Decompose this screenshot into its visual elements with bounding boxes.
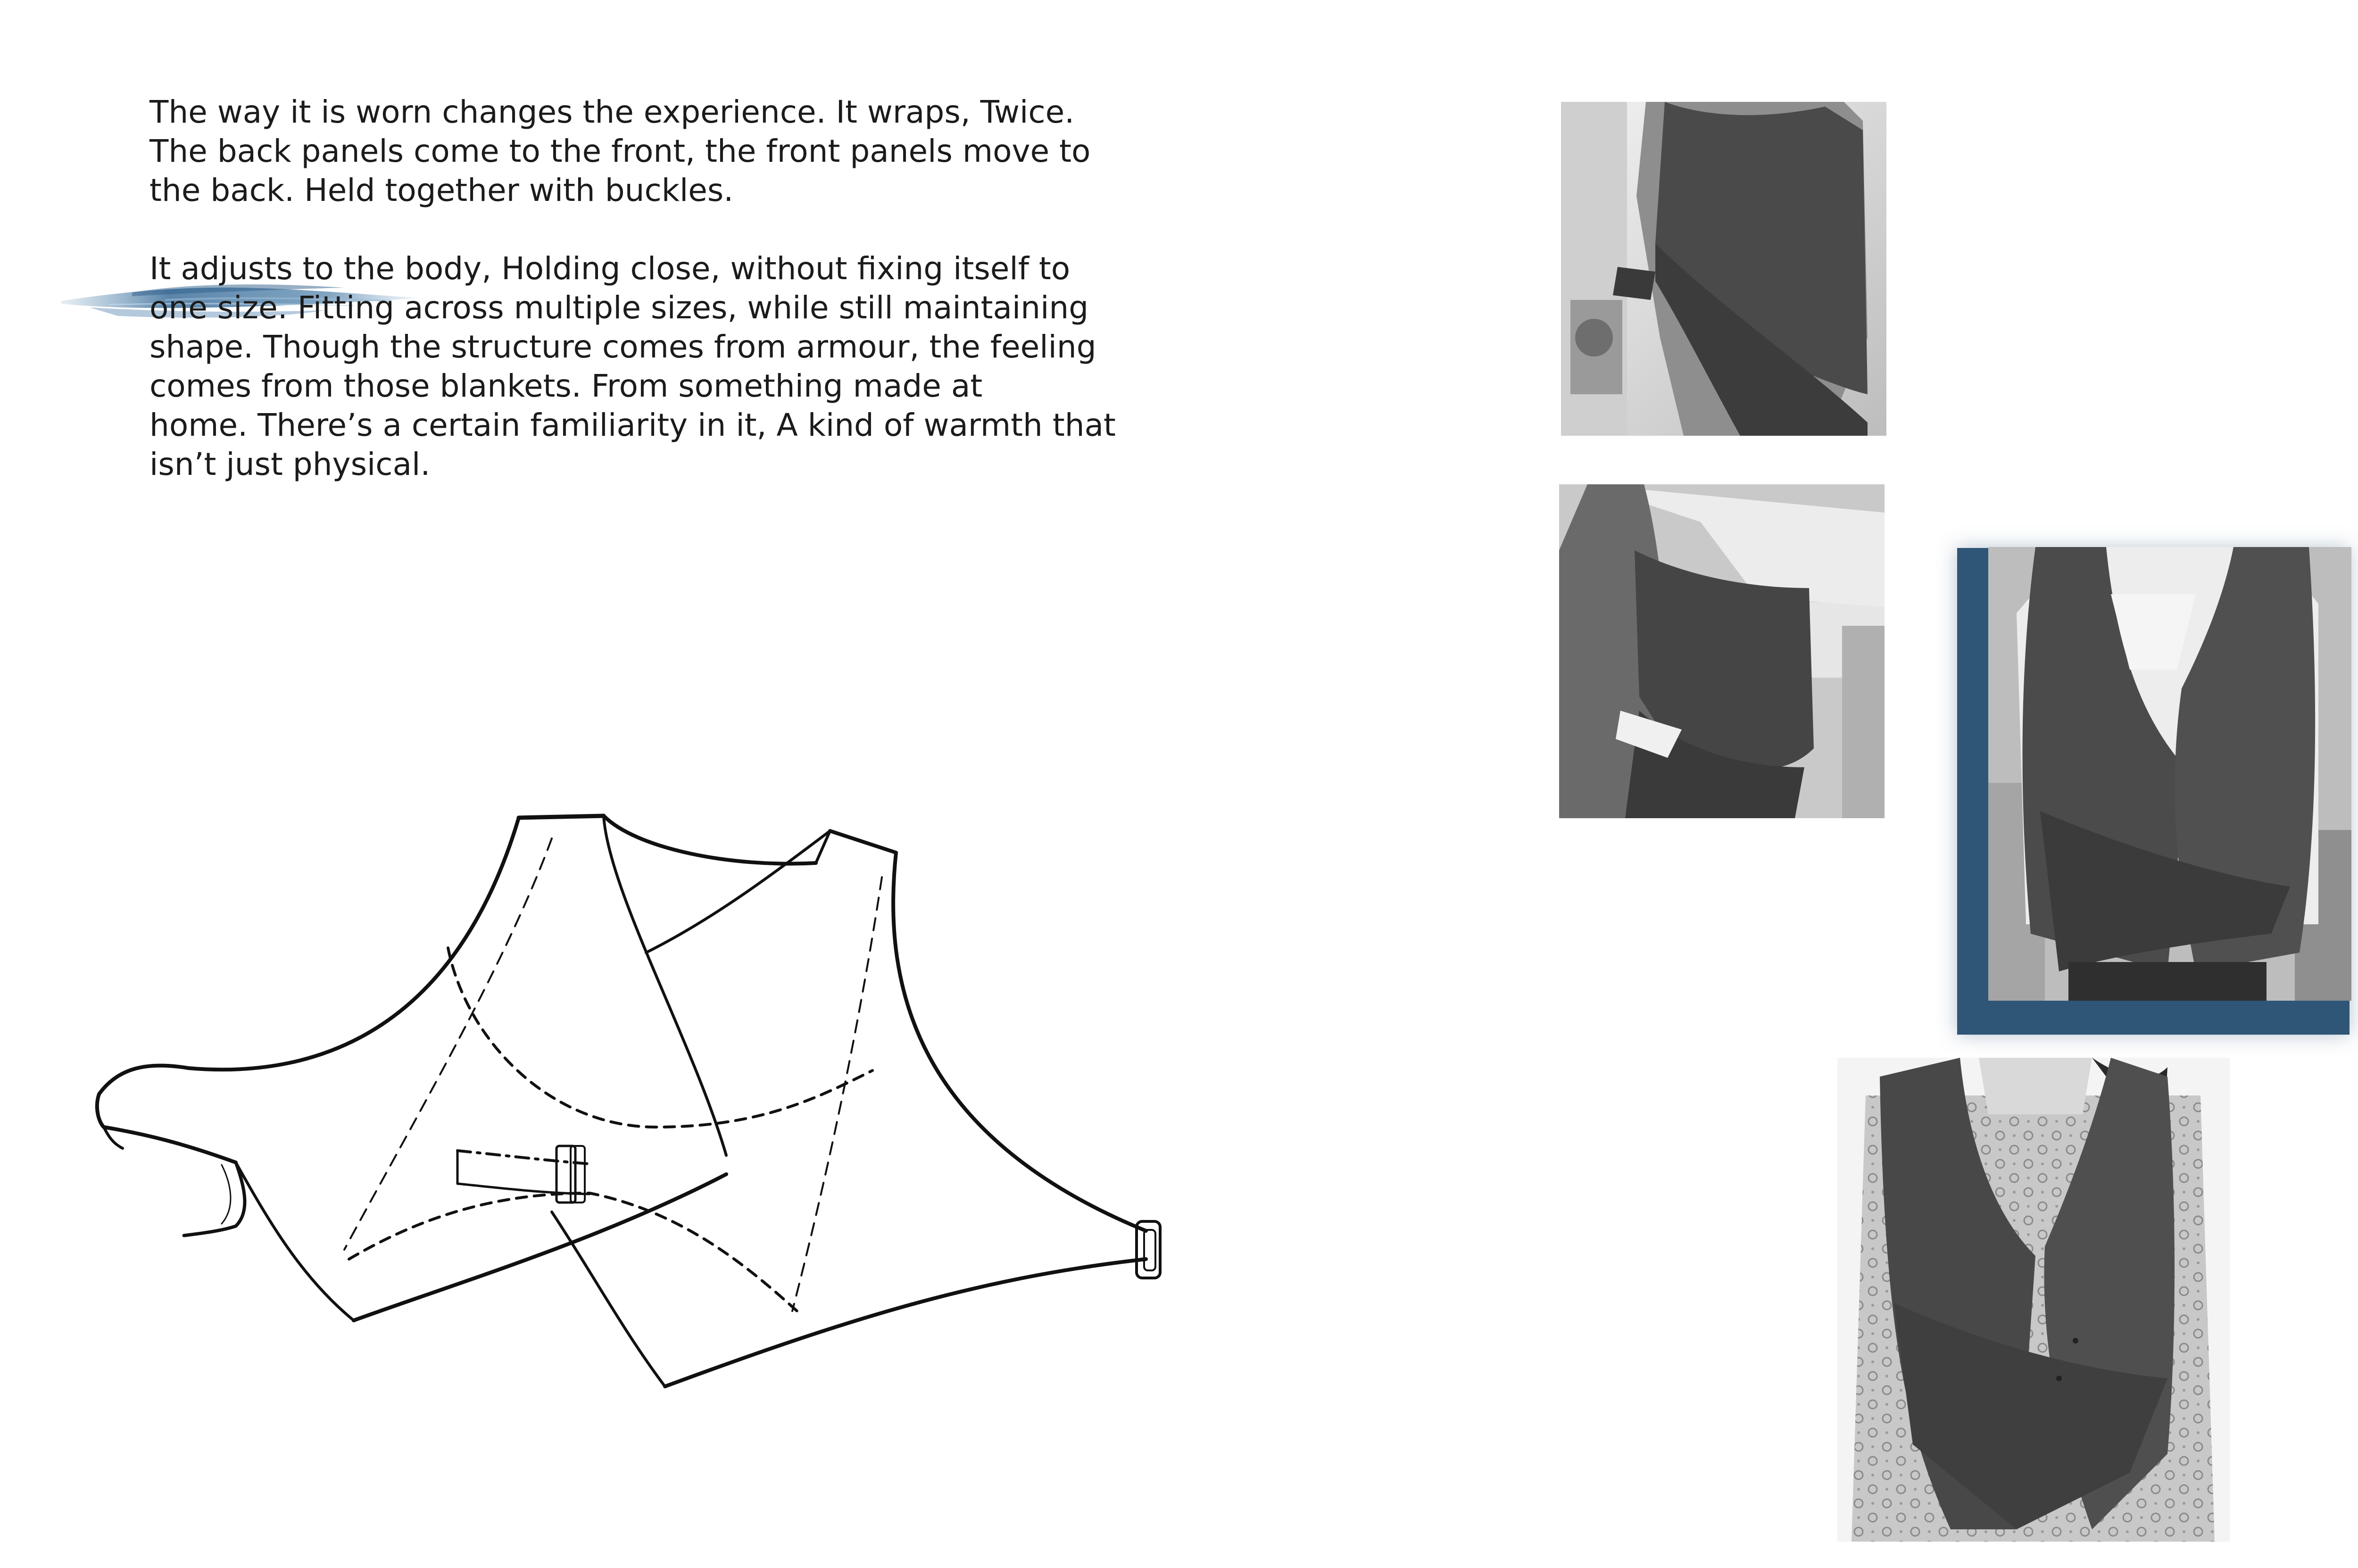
paragraph-wear: The way it is worn changes the experience. It wraps, Twice. The back panels come to the front, the front panels move to the back. Held together with buckles. <box>149 94 1091 208</box>
wrap-vest-flat-sketch <box>80 797 1184 1401</box>
vest-front-layered-photo <box>1988 547 2351 1001</box>
body-text <box>149 92 1178 523</box>
vest-front-worn-photo <box>1837 1058 2230 1542</box>
vest-wrap-side-front-photo <box>1561 102 1886 436</box>
vest-side-back-photo <box>1559 484 1885 818</box>
paragraph-fit: It adjusts to the body, Holding close, without fixing itself to one size. Fitting across multiple sizes, while still maintaining shape. Though the structure comes from armour, the feeling comes from those blankets. From something made at home. There’s a certain familiarity in it, A kind of warmth that isn’t just physical. <box>149 250 1116 482</box>
